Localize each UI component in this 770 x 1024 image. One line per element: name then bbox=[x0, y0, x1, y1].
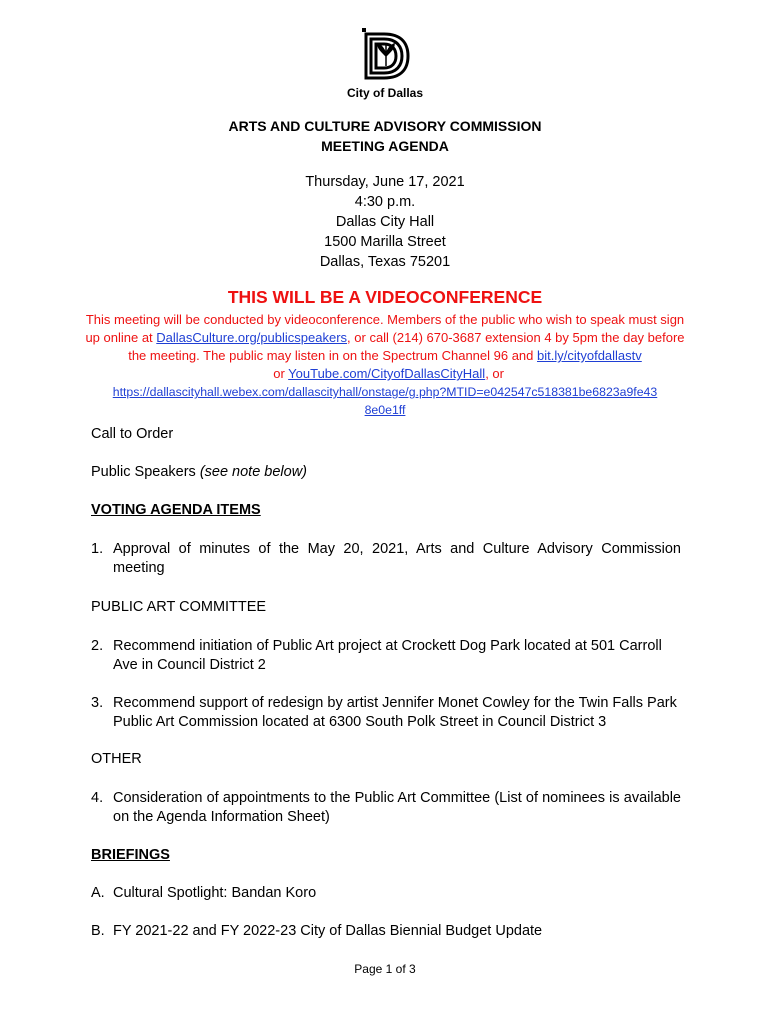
item-number: 4. bbox=[91, 790, 104, 806]
notice-text-2: , or call (214) 670-3687 extension 4 by 5pm the day before the meeting. The public may listen in on the Spectrum Channel 96 and bbox=[128, 330, 685, 363]
meeting-time: 4:30 p.m. bbox=[354, 194, 416, 210]
call-to-order: Call to Order bbox=[91, 426, 174, 442]
videoconference-notice bbox=[84, 311, 686, 419]
agenda-item-1 bbox=[91, 540, 681, 578]
meeting-street: 1500 Marilla Street bbox=[324, 234, 446, 250]
cityofdallastv-link[interactable]: bit.ly/cityofdallastv bbox=[537, 348, 642, 363]
public-speakers-note: (see note below) bbox=[199, 464, 308, 480]
other-heading: OTHER bbox=[91, 751, 142, 767]
public-speakers-label: Public Speakers bbox=[91, 464, 200, 480]
public-art-committee-heading: PUBLIC ART COMMITTEE bbox=[91, 599, 267, 615]
meeting-date: Thursday, June 17, 2021 bbox=[305, 174, 465, 190]
agenda-item-4 bbox=[91, 789, 681, 827]
webex-link-line-2[interactable]: 8e0e1ff bbox=[364, 403, 406, 417]
item-number: 2. bbox=[91, 638, 104, 654]
page-number: Page 1 of 3 bbox=[354, 962, 416, 976]
agenda-item-2 bbox=[91, 637, 681, 675]
youtube-link[interactable]: YouTube.com/CityofDallasCityHall bbox=[288, 366, 486, 381]
item-text: Cultural Spotlight: Bandan Koro bbox=[113, 885, 317, 901]
meeting-venue: Dallas City Hall bbox=[335, 214, 435, 230]
logo-caption: City of Dallas bbox=[346, 86, 424, 100]
notice-text-1: This meeting will be conducted by videoconference. Members of the public who wish to speak must sign up online at bbox=[85, 312, 685, 345]
agenda-item-3 bbox=[91, 694, 681, 732]
briefing-item-a bbox=[91, 884, 681, 903]
public-speakers-link[interactable]: DallasCulture.org/publicspeakers bbox=[156, 330, 348, 345]
webex-link-line-1[interactable]: https://dallascityhall.webex.com/dallascityhall/onstage/g.php?MTID=e042547c518381be6823a9fe43 bbox=[112, 385, 658, 399]
item-text: Consideration of appointments to the Public Art Committee (List of nominees is available on the Agenda Information Sheet) bbox=[113, 790, 681, 825]
item-text: Recommend initiation of Public Art project at Crockett Dog Park located at 501 Carroll Ave in Council District 2 bbox=[113, 638, 662, 673]
city-of-dallas-logo bbox=[360, 26, 412, 82]
item-letter: B. bbox=[91, 923, 105, 939]
videoconference-title: THIS WILL BE A VIDEOCONFERENCE bbox=[227, 287, 543, 307]
item-letter: A. bbox=[91, 885, 105, 901]
agenda-title: MEETING AGENDA bbox=[321, 138, 449, 154]
meeting-details bbox=[0, 172, 770, 272]
item-number: 3. bbox=[91, 695, 104, 711]
notice-text-4: , or bbox=[485, 366, 504, 381]
briefings-heading: BRIEFINGS bbox=[91, 847, 170, 863]
item-text: FY 2021-22 and FY 2022-23 City of Dallas Biennial Budget Update bbox=[113, 923, 543, 939]
item-text: Approval of minutes of the May 20, 2021, Arts and Culture Advisory Commission meeting bbox=[113, 541, 681, 576]
item-number: 1. bbox=[91, 541, 104, 557]
voting-agenda-heading: VOTING AGENDA ITEMS bbox=[91, 502, 261, 518]
notice-text-3: or bbox=[266, 366, 289, 381]
public-speakers bbox=[91, 463, 307, 482]
meeting-city: Dallas, Texas 75201 bbox=[319, 254, 451, 270]
item-text: Recommend support of redesign by artist Jennifer Monet Cowley for the Twin Falls Park Public Art Commission located at 6300 South Polk Street in Council District 3 bbox=[113, 695, 677, 730]
briefing-item-b bbox=[91, 922, 681, 941]
commission-name: ARTS AND CULTURE ADVISORY COMMISSION bbox=[228, 118, 542, 134]
